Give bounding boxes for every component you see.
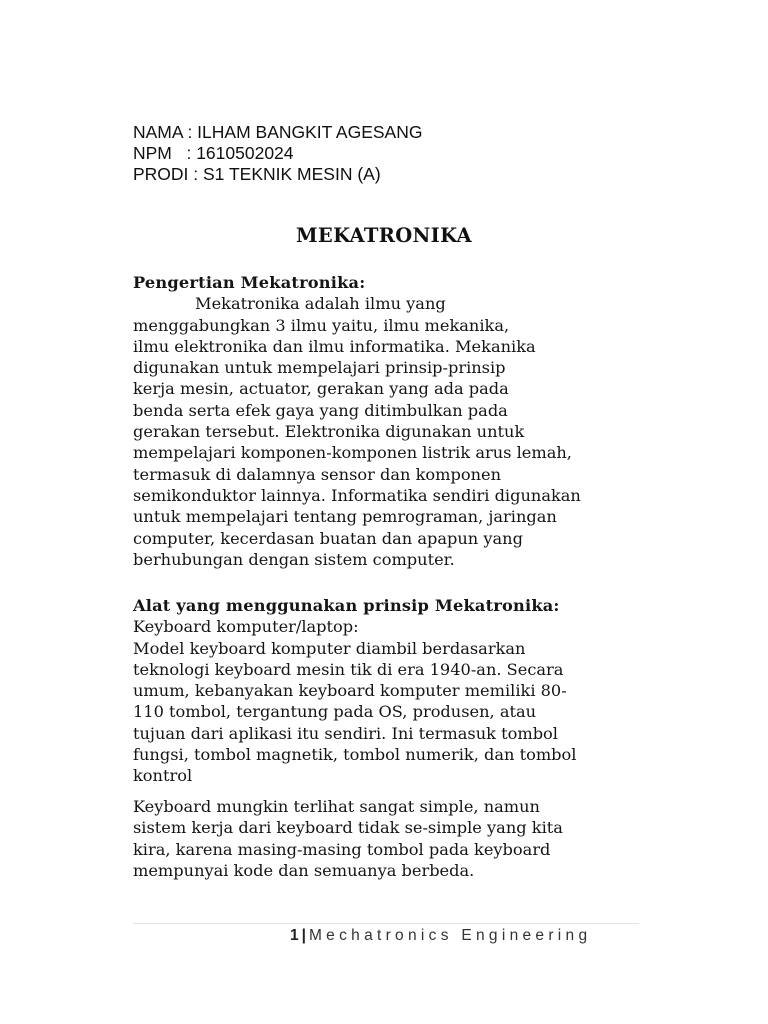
student-name: NAMA : ILHAM BANGKIT AGESANG	[133, 122, 423, 142]
text-line: berhubungan dengan sistem computer.	[133, 549, 455, 569]
text-line: benda serta efek gaya yang ditimbulkan pada	[133, 400, 508, 420]
student-prodi: PRODI : S1 TEKNIK MESIN (A)	[133, 164, 381, 184]
text-line: kerja mesin, actuator, gerakan yang ada pada	[133, 379, 509, 399]
text-line: semikonduktor lainnya. Informatika sendiri digunakan	[133, 485, 581, 505]
text-line: umum, kebanyakan keyboard komputer memiliki 80-	[133, 681, 567, 701]
document-title: MEKATRONIKA	[296, 224, 472, 247]
subheading-keyboard: Keyboard komputer/laptop:	[133, 617, 359, 637]
text-line: sistem kerja dari keyboard tidak se-simple yang kita	[133, 818, 563, 838]
text-line: kira, karena masing-masing tombol pada keyboard	[133, 839, 551, 859]
footer-separator: |	[301, 927, 306, 944]
text-line: Keyboard mungkin terlihat sangat simple, namun	[133, 797, 540, 816]
page-number: 1	[290, 927, 299, 944]
section-heading-tools: Alat yang menggunakan prinsip Mekatronika:	[133, 596, 560, 615]
definition-paragraph	[133, 293, 653, 570]
text-line: teknologi keyboard mesin tik di era 1940-an. Secara	[133, 659, 564, 679]
keyboard-system-paragraph	[133, 796, 653, 881]
text-line: untuk mempelajari tentang pemrograman, jaringan	[133, 507, 557, 527]
footer-label: Mechatronics Engineering	[308, 927, 592, 944]
text-line: fungsi, tombol magnetik, tombol numerik, dan tombol	[133, 745, 577, 765]
keyboard-paragraph	[133, 638, 653, 787]
text-line: ilmu elektronika dan ilmu informatika. Mekanika	[133, 336, 536, 356]
text-line: Model keyboard komputer diambil berdasarkan	[133, 638, 526, 658]
text-line: gerakan tersebut. Elektronika digunakan untuk	[133, 422, 525, 442]
section-keyboard-system	[133, 796, 653, 881]
text-line: digunakan untuk mempelajari prinsip-prinsip	[133, 358, 506, 378]
student-npm: NPM : 1610502024	[133, 143, 294, 163]
footer-divider	[133, 923, 639, 924]
section-definition	[133, 272, 653, 570]
section-tools	[133, 595, 653, 787]
text-line: menggabungkan 3 ilmu yaitu, ilmu mekanika,	[133, 315, 510, 335]
text-line: mempelajari komponen-komponen listrik arus lemah,	[133, 443, 572, 463]
section-heading-definition: Pengertian Mekatronika:	[133, 273, 366, 292]
text-line: 110 tombol, tergantung pada OS, produsen, atau	[133, 702, 537, 722]
text-line: tujuan dari aplikasi itu sendiri. Ini termasuk tombol	[133, 723, 558, 743]
text-line: mempunyai kode dan semuanya berbeda.	[133, 860, 475, 880]
text-line: kontrol	[133, 766, 193, 786]
student-info	[133, 122, 422, 185]
text-line: termasuk di dalamnya sensor dan komponen	[133, 464, 502, 484]
page-footer	[290, 927, 591, 945]
text-line: computer, kecerdasan buatan dan apapun yang	[133, 528, 523, 548]
text-line: Mekatronika adalah ilmu yang	[195, 294, 446, 314]
